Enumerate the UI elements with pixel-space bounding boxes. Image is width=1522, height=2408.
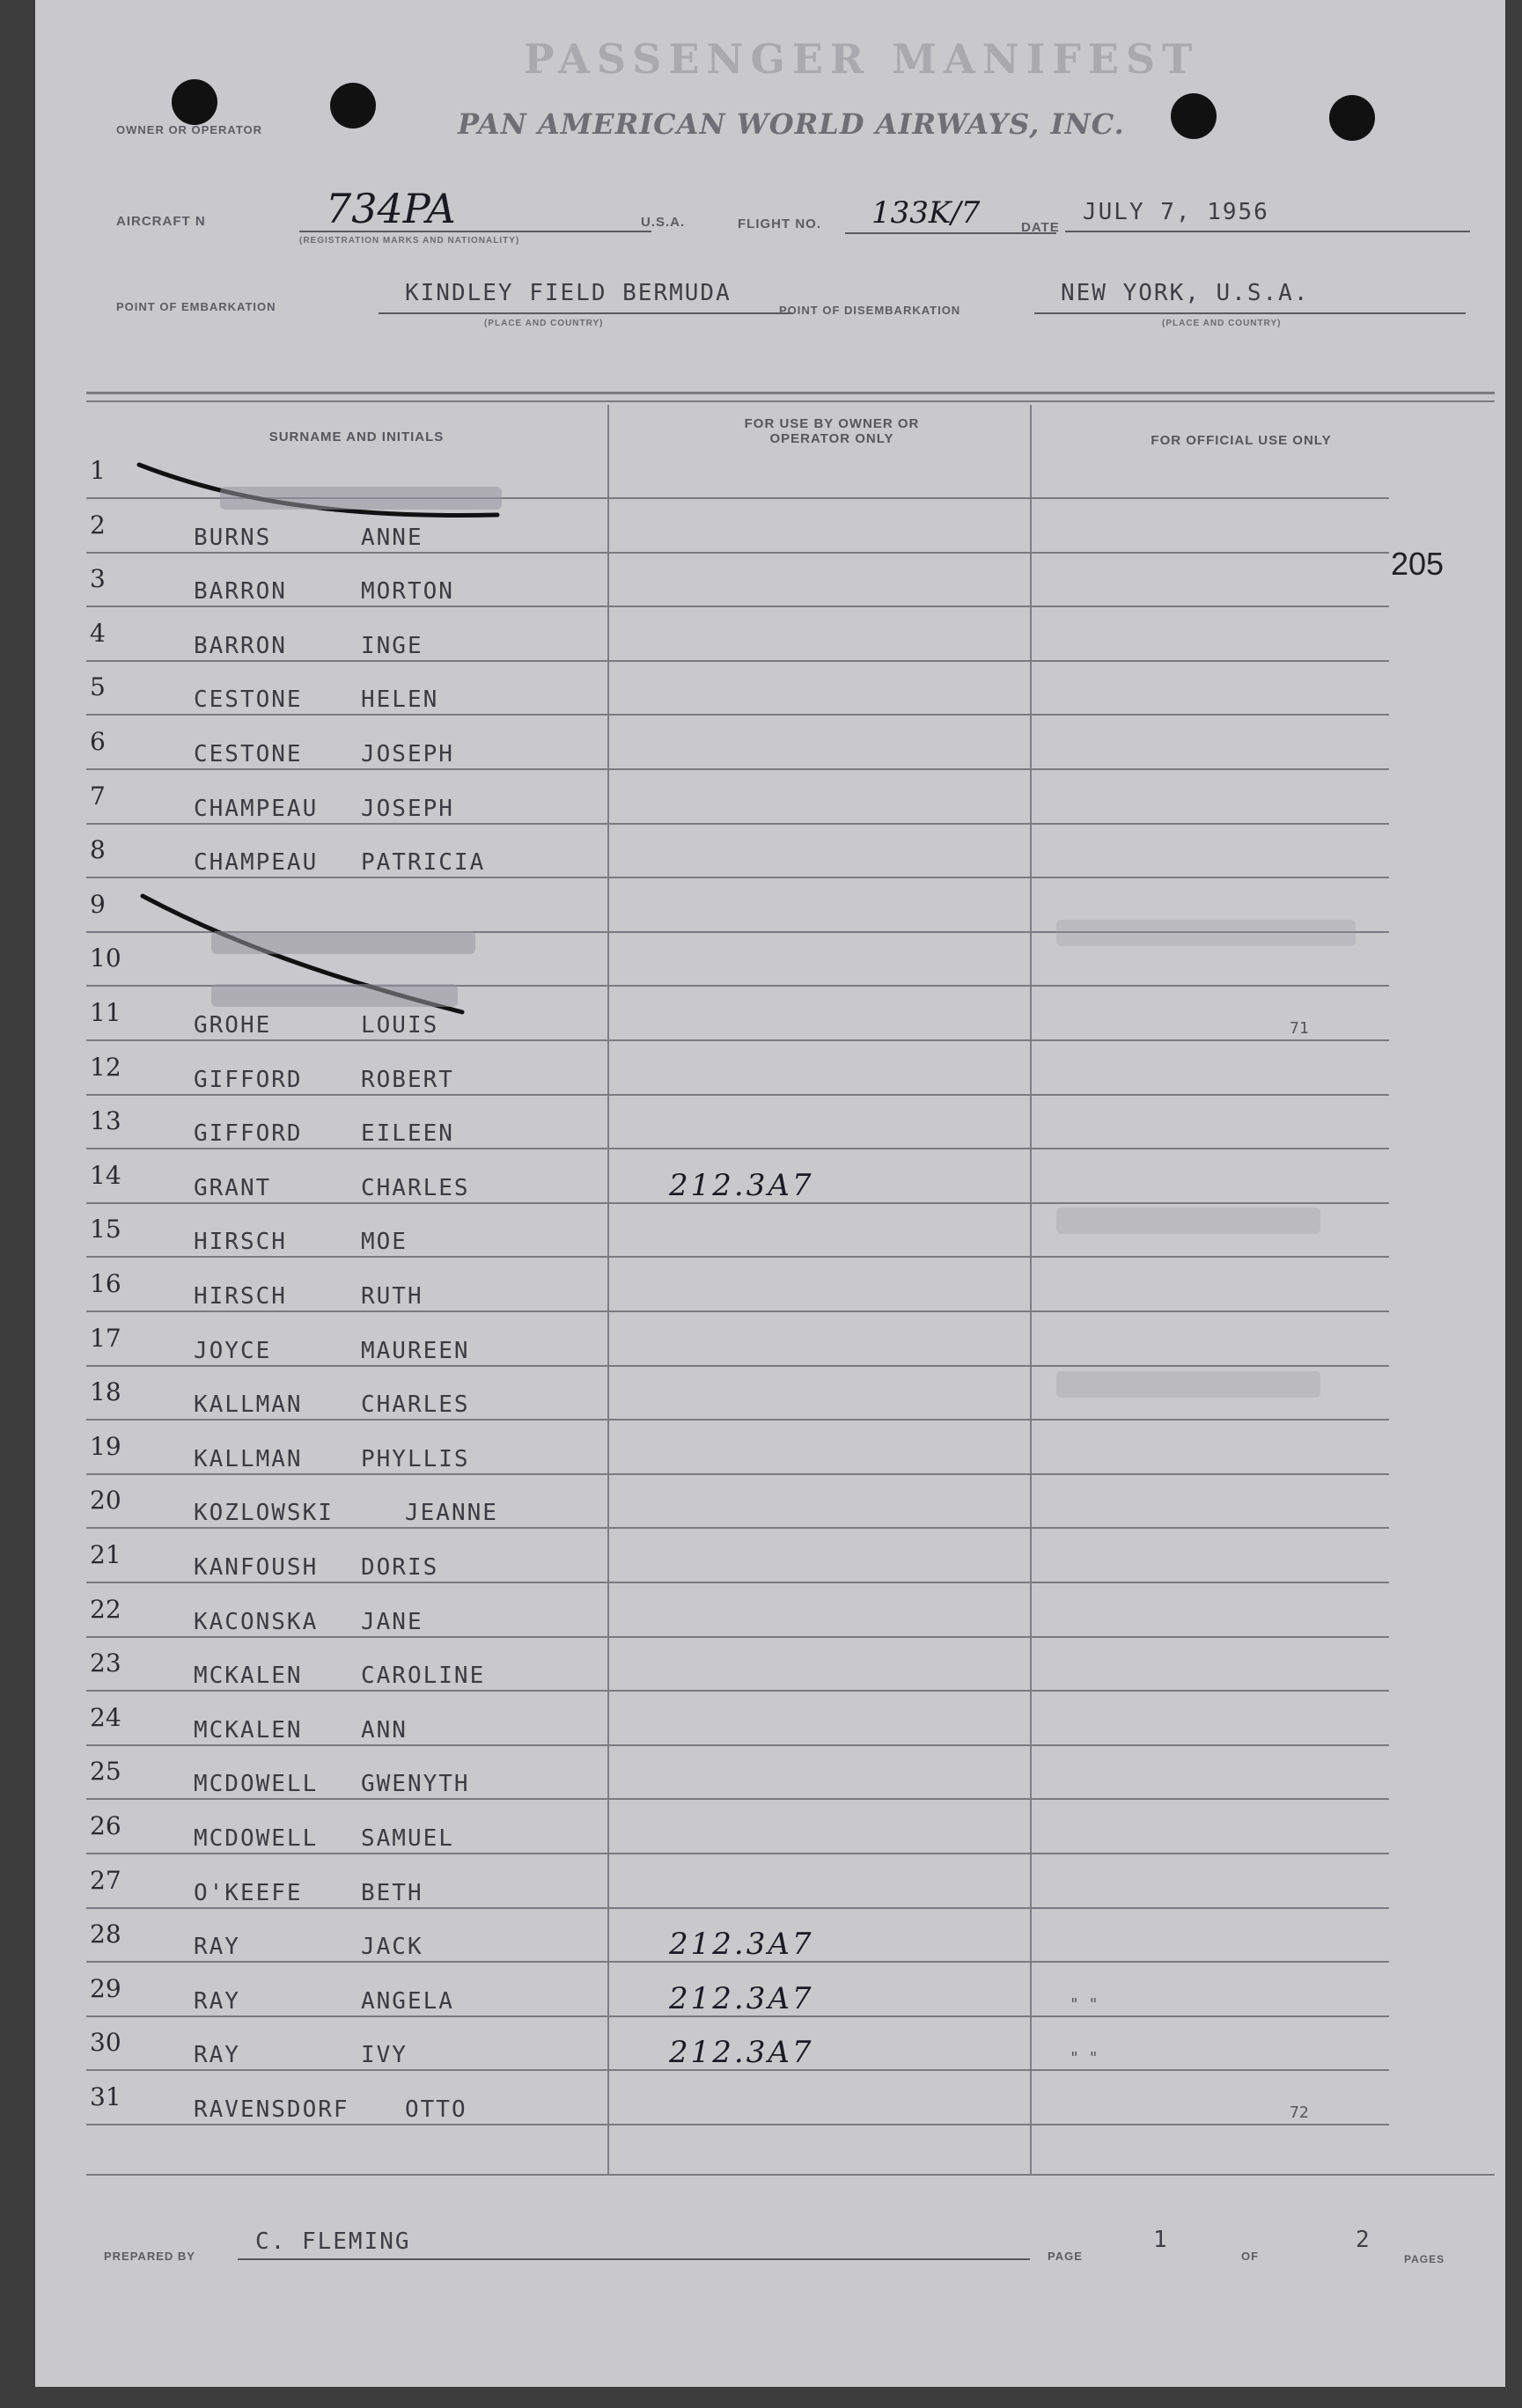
passenger-surname: CHAMPEAU: [194, 795, 319, 822]
passenger-surname: KALLMAN: [194, 1445, 303, 1472]
row-number: 30: [90, 2028, 121, 2058]
passenger-given-name: MOE: [361, 1229, 408, 1256]
passenger-given-name: GWENYTH: [361, 1771, 470, 1798]
disembarkation-underline: [1034, 312, 1466, 314]
disembarkation-value: NEW YORK, U.S.A.: [1061, 280, 1310, 306]
passenger-surname: O'KEEFE: [194, 1879, 303, 1906]
redaction-9: [211, 931, 475, 954]
footer-rule: [86, 2174, 1495, 2176]
passenger-given-name: IVY: [361, 2042, 408, 2069]
column-header-official-use: FOR OFFICIAL USE ONLY: [1151, 433, 1332, 448]
date-label: DATE: [1021, 220, 1060, 235]
passenger-surname: KALLMAN: [194, 1391, 303, 1419]
row-number: 31: [90, 2082, 121, 2111]
passenger-surname: RAY: [194, 2042, 240, 2069]
passenger-given-name: JANE: [361, 1608, 423, 1635]
row-rule: [86, 1094, 1389, 1096]
page-label: PAGE: [1048, 2250, 1083, 2263]
row-number: 15: [90, 1215, 121, 1244]
page-number: 1: [1153, 2227, 1169, 2253]
row-rule: [86, 2069, 1389, 2071]
passenger-surname: CHAMPEAU: [194, 849, 319, 877]
passenger-surname: HIRSCH: [194, 1229, 287, 1256]
row-rule: [86, 768, 1389, 770]
row-rule: [86, 1961, 1389, 1963]
row-rule: [86, 1148, 1389, 1149]
passenger-given-name: ANN: [361, 1716, 408, 1744]
row-rule: [86, 1690, 1389, 1692]
column-header-names: SURNAME AND INITIALS: [268, 429, 445, 444]
row-number: 29: [90, 1973, 121, 2003]
row-number: 9: [90, 889, 106, 919]
punch-hole-2: [330, 83, 376, 128]
row-rule: [86, 1853, 1389, 1854]
embarkation-value: KINDLEY FIELD BERMUDA: [405, 280, 732, 306]
row-number: 25: [90, 1757, 121, 1787]
row-number: 2: [90, 510, 106, 540]
row-number: 8: [90, 835, 106, 865]
row-number: 26: [90, 1811, 121, 1840]
passenger-given-name: ANGELA: [361, 1987, 454, 2015]
row-number: 6: [90, 727, 106, 756]
margin-note: 205: [1391, 546, 1445, 582]
row-number: 17: [90, 1323, 121, 1353]
row-number: 10: [90, 943, 121, 973]
passenger-given-name: JEANNE: [405, 1500, 498, 1527]
passenger-surname: KOZLOWSKI: [194, 1500, 334, 1527]
flight-label: FLIGHT NO.: [738, 217, 821, 231]
passenger-given-name: DORIS: [361, 1554, 439, 1581]
passenger-given-name: EILEEN: [361, 1120, 454, 1148]
row-number: 14: [90, 1160, 121, 1190]
disembarkation-caption: (PLACE AND COUNTRY): [1162, 319, 1282, 328]
passenger-given-name: ANNE: [361, 524, 423, 551]
row-number: 4: [90, 618, 106, 648]
row-rule: [86, 1202, 1389, 1204]
passenger-surname: BARRON: [194, 578, 287, 606]
passenger-given-name: CHARLES: [361, 1174, 470, 1201]
passenger-given-name: MAUREEN: [361, 1337, 470, 1364]
prepared-by: C. FLEMING: [255, 2228, 411, 2255]
passenger-given-name: JOSEPH: [361, 795, 454, 822]
passenger-given-name: PATRICIA: [361, 849, 486, 877]
row-rule: [86, 1310, 1389, 1312]
row-number: 19: [90, 1431, 121, 1461]
row-number: 24: [90, 1702, 121, 1732]
passenger-given-name: OTTO: [405, 2096, 467, 2123]
aircraft-underline: [299, 231, 651, 232]
passenger-given-name: RUTH: [361, 1283, 423, 1310]
row-rule: [86, 660, 1389, 662]
passenger-surname: JOYCE: [194, 1337, 272, 1364]
row-number: 16: [90, 1269, 121, 1298]
official-entry: " ": [1070, 2049, 1099, 2068]
row-number: 18: [90, 1377, 121, 1407]
row-rule: [86, 823, 1389, 825]
flight-date: JULY 7, 1956: [1083, 199, 1269, 225]
passenger-surname: GIFFORD: [194, 1066, 303, 1093]
manifest-page: [35, 0, 1505, 2387]
official-entry: " ": [1070, 1994, 1099, 2014]
airline-name: PAN AMERICAN WORLD AIRWAYS, INC.: [458, 107, 1125, 141]
passenger-surname: RAVENSDORF: [194, 2096, 349, 2123]
row-rule: [86, 1527, 1389, 1529]
passenger-given-name: JOSEPH: [361, 741, 454, 767]
row-rule: [86, 2015, 1389, 2017]
row-rule: [86, 1256, 1389, 1258]
row-rule: [86, 1473, 1389, 1475]
row-number: 27: [90, 1865, 121, 1895]
row-rule: [86, 1744, 1389, 1746]
row-number: 21: [90, 1540, 121, 1569]
passenger-surname: CESTONE: [194, 686, 303, 714]
aircraft-number: 734PA: [326, 185, 456, 232]
passenger-given-name: SAMUEL: [361, 1825, 454, 1852]
passenger-surname: BURNS: [194, 524, 272, 551]
passenger-given-name: BETH: [361, 1879, 423, 1906]
official-entry: 71: [1290, 1019, 1309, 1038]
punch-hole-4: [1329, 95, 1375, 141]
row-rule: [86, 1039, 1389, 1041]
prepared-label: PREPARED BY: [104, 2250, 195, 2263]
punch-hole-1: [172, 79, 217, 125]
passenger-surname: KANFOUSH: [194, 1554, 319, 1581]
column-header-owner-use: FOR USE BY OWNER OR OPERATOR ONLY: [744, 416, 920, 446]
passenger-surname: MCKALEN: [194, 1663, 303, 1690]
passenger-surname: RAY: [194, 1934, 240, 1961]
official-smudge-2: [1056, 1208, 1320, 1234]
row-number: 5: [90, 672, 106, 702]
embarkation-underline: [379, 312, 792, 314]
passenger-given-name: CHARLES: [361, 1391, 470, 1419]
row-rule: [86, 2124, 1389, 2125]
row-number: 13: [90, 1106, 121, 1136]
passenger-given-name: PHYLLIS: [361, 1445, 470, 1472]
row-number: 12: [90, 1052, 121, 1082]
page-title: PASSENGER MANIFEST: [524, 35, 1200, 83]
prepared-underline: [238, 2258, 1030, 2260]
row-number: 3: [90, 564, 106, 594]
passenger-surname: RAY: [194, 1987, 240, 2015]
table-top-rule: [86, 392, 1495, 394]
row-rule: [86, 1365, 1389, 1367]
embarkation-label: POINT OF EMBARKATION: [116, 300, 276, 313]
passenger-surname: MCDOWELL: [194, 1771, 319, 1798]
owner-label: OWNER OR OPERATOR: [116, 123, 263, 136]
flight-number: 133K/7: [871, 195, 981, 231]
passenger-surname: HIRSCH: [194, 1283, 287, 1310]
total-pages: 2: [1356, 2227, 1371, 2253]
punch-hole-3: [1171, 93, 1217, 139]
row-rule: [86, 877, 1389, 878]
passenger-given-name: LOUIS: [361, 1012, 439, 1039]
passenger-given-name: HELEN: [361, 686, 439, 714]
row-rule: [86, 1419, 1389, 1421]
passenger-given-name: JACK: [361, 1934, 423, 1961]
passenger-given-name: CAROLINE: [361, 1663, 486, 1690]
row-rule: [86, 1582, 1389, 1583]
row-number: 28: [90, 1920, 121, 1949]
passenger-given-name: INGE: [361, 632, 423, 659]
passenger-given-name: MORTON: [361, 578, 454, 606]
embarkation-caption: (PLACE AND COUNTRY): [484, 319, 604, 328]
row-rule: [86, 714, 1389, 716]
row-number: 20: [90, 1486, 121, 1516]
passenger-surname: CESTONE: [194, 741, 303, 767]
row-number: 11: [90, 998, 121, 1027]
official-smudge-1: [1056, 920, 1356, 946]
table-top-rule-2: [86, 400, 1495, 402]
redaction-1: [220, 487, 502, 510]
row-rule: [86, 1907, 1389, 1909]
row-number: 22: [90, 1594, 121, 1624]
row-rule: [86, 606, 1389, 607]
row-number: 1: [90, 456, 106, 485]
owner-code: 212.3A7: [669, 1167, 814, 1203]
owner-code: 212.3A7: [669, 2035, 814, 2071]
date-underline: [1065, 231, 1470, 232]
of-label: OF: [1241, 2250, 1260, 2263]
owner-code: 212.3A7: [669, 1980, 814, 2016]
official-entry: 72: [1290, 2103, 1309, 2122]
usa-label: U.S.A.: [641, 215, 686, 230]
disembarkation-label: POINT OF DISEMBARKATION: [779, 304, 961, 317]
aircraft-label: AIRCRAFT N: [116, 214, 206, 229]
passenger-surname: GROHE: [194, 1012, 272, 1039]
owner-code: 212.3A7: [669, 1927, 814, 1963]
passenger-surname: BARRON: [194, 632, 287, 659]
row-rule: [86, 1798, 1389, 1800]
registration-caption: (REGISTRATION MARKS AND NATIONALITY): [299, 236, 520, 246]
official-smudge-3: [1056, 1371, 1320, 1398]
row-number: 23: [90, 1648, 121, 1678]
passenger-surname: KACONSKA: [194, 1608, 319, 1635]
row-rule: [86, 1636, 1389, 1638]
passenger-surname: GRANT: [194, 1174, 272, 1201]
row-rule: [86, 552, 1389, 554]
pages-label: PAGES: [1404, 2253, 1445, 2265]
row-number: 7: [90, 781, 106, 811]
passenger-surname: MCDOWELL: [194, 1825, 319, 1852]
passenger-given-name: ROBERT: [361, 1066, 454, 1093]
passenger-surname: GIFFORD: [194, 1120, 303, 1148]
redaction-10: [211, 984, 458, 1007]
passenger-surname: MCKALEN: [194, 1716, 303, 1744]
